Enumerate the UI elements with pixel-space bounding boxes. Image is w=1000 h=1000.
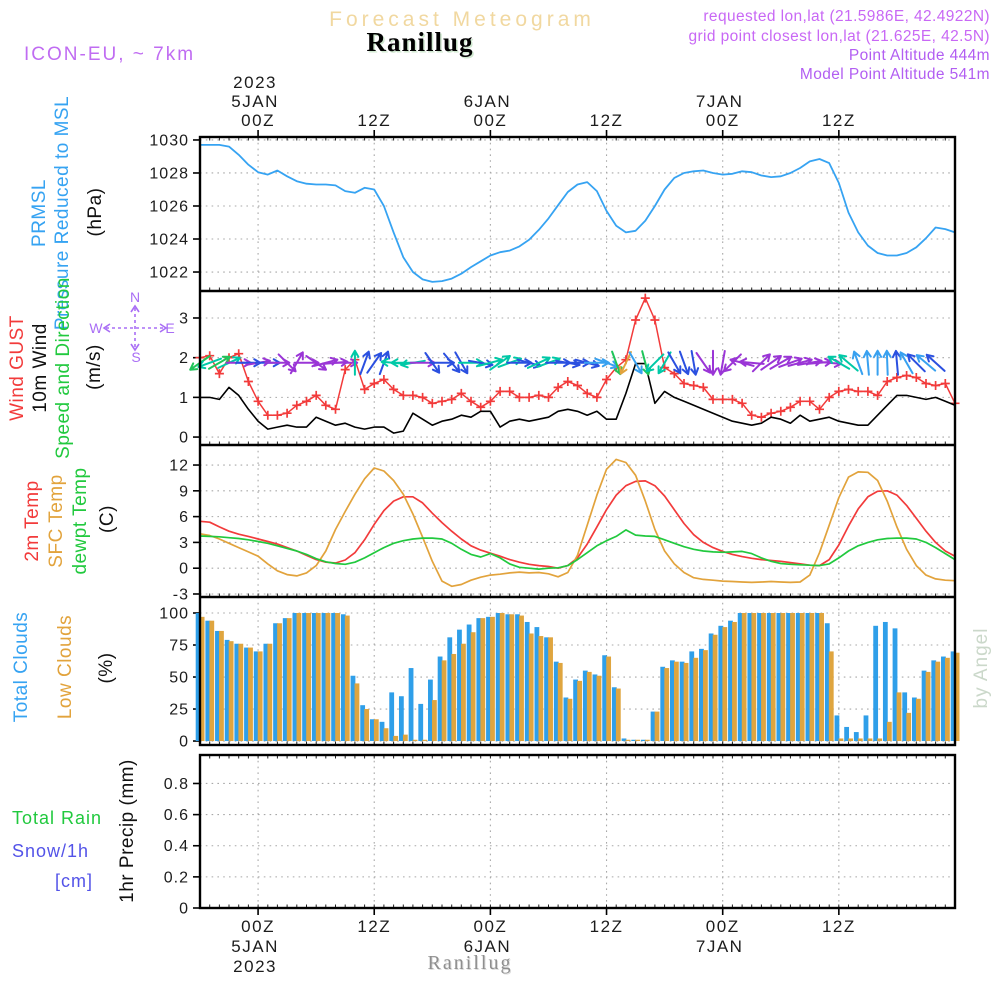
wind-unit-label: (m/s) [84, 344, 105, 390]
svg-text:7JAN: 7JAN [695, 92, 744, 111]
svg-text:6: 6 [179, 509, 189, 527]
svg-text:00Z: 00Z [705, 917, 740, 936]
model-label: ICON-EU, ~ 7km [24, 44, 196, 65]
svg-text:5JAN: 5JAN [231, 937, 279, 956]
svg-text:50: 50 [169, 669, 189, 687]
station-title: Ranillug [366, 27, 474, 57]
svg-text:12Z: 12Z [821, 111, 856, 130]
svg-text:1022: 1022 [149, 264, 189, 282]
grid-point-coords: grid point closest lon,lat (21.625E, 42.5N) [688, 28, 990, 45]
pressure-unit-label: (hPa) [85, 187, 106, 237]
wind-label: 10m Wind [30, 323, 51, 413]
svg-text:1: 1 [179, 389, 189, 407]
svg-text:25: 25 [169, 701, 189, 719]
svg-text:12Z: 12Z [357, 111, 392, 130]
snow-label: Snow/1h [12, 841, 90, 861]
model-point-altitude: Model Point Altitude 541m [799, 66, 990, 83]
svg-text:00Z: 00Z [705, 111, 740, 130]
point-altitude: Point Altitude 444m [848, 47, 990, 64]
temp-unit-label: (C) [97, 505, 118, 533]
svg-text:0.6: 0.6 [163, 807, 189, 825]
svg-text:00Z: 00Z [473, 111, 508, 130]
svg-text:0: 0 [179, 900, 189, 918]
panel-clouds [159, 597, 959, 751]
clouds-unit-label: (%) [96, 652, 117, 684]
dewpt-label: dewpt Temp [70, 467, 91, 575]
t2m-label: 2m Temp [22, 480, 43, 562]
svg-text:3: 3 [179, 310, 189, 328]
svg-text:12: 12 [169, 457, 189, 475]
svg-text:100: 100 [159, 605, 189, 623]
svg-text:1030: 1030 [149, 132, 189, 150]
panel-temp [169, 445, 955, 603]
svg-text:0: 0 [179, 560, 189, 578]
panel-pressure [149, 132, 955, 291]
svg-text:1026: 1026 [149, 198, 189, 216]
svg-text:2: 2 [179, 350, 189, 368]
svg-text:3: 3 [179, 534, 189, 552]
pressure-long-label: Pressure Reduced to MSL [52, 95, 73, 331]
svg-text:0: 0 [179, 429, 189, 447]
footer-station-label: Ranillug [427, 952, 513, 974]
svg-text:7JAN: 7JAN [695, 937, 744, 956]
requested-coords: requested lon,lat (21.5986E, 42.4922N) [703, 8, 990, 25]
svg-text:N: N [129, 289, 141, 305]
svg-text:0.4: 0.4 [163, 838, 189, 856]
svg-text:E: E [165, 320, 175, 336]
svg-text:5JAN: 5JAN [231, 92, 279, 111]
svg-text:12Z: 12Z [821, 917, 856, 936]
svg-text:00Z: 00Z [473, 917, 508, 936]
panel-precip [164, 755, 955, 918]
svg-text:1024: 1024 [149, 231, 189, 249]
svg-text:6JAN: 6JAN [463, 92, 512, 111]
svg-text:12Z: 12Z [589, 111, 624, 130]
svg-text:1028: 1028 [149, 165, 189, 183]
sfc-temp-label: SFC Temp [46, 474, 67, 568]
page-title: Forecast Meteogram [329, 8, 595, 31]
watermark: by Angel [971, 627, 992, 709]
svg-text:0: 0 [179, 733, 189, 751]
svg-text:2023: 2023 [233, 957, 277, 976]
svg-text:00Z: 00Z [241, 111, 275, 130]
svg-text:12Z: 12Z [589, 917, 624, 936]
svg-text:0.8: 0.8 [163, 775, 189, 793]
speed-direction-label: Speed and Direction [53, 277, 74, 459]
svg-text:12Z: 12Z [357, 917, 392, 936]
snow-unit-label: [cm] [55, 871, 93, 891]
svg-text:W: W [89, 320, 103, 336]
gust-label: Wind GUST [7, 315, 28, 421]
panel-wind [179, 291, 959, 447]
total-clouds-label: Total Clouds [11, 611, 32, 723]
svg-text:-3: -3 [172, 586, 189, 604]
precip-axis-label: 1hr Precip (mm) [117, 759, 138, 903]
time-axis-labels [231, 73, 855, 976]
svg-text:75: 75 [169, 637, 189, 655]
svg-text:0.2: 0.2 [163, 869, 189, 887]
rain-label: Total Rain [12, 808, 103, 828]
svg-text:S: S [131, 349, 141, 365]
compass-rose-icon [89, 289, 174, 365]
pressure-short-label: PRMSL [29, 179, 50, 247]
svg-text:00Z: 00Z [241, 917, 275, 936]
svg-text:2023: 2023 [233, 73, 277, 92]
svg-text:9: 9 [179, 483, 189, 501]
low-clouds-label: Low Clouds [55, 614, 76, 720]
svg-text:6JAN: 6JAN [463, 937, 512, 956]
